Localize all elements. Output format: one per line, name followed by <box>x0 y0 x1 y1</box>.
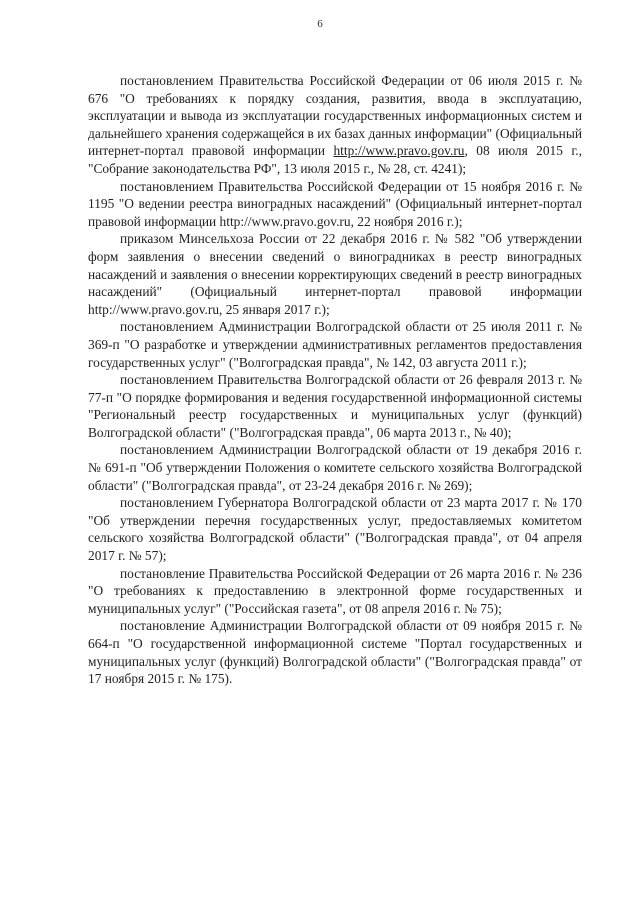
paragraph-text: постановлением Губернатора Волгоградской области от 23 марта 2017 г. № 170 "Об утверждении перечня государственных услуг, предоставляемых комитетом сельского хозяйства Волгоградской области" ("Волгоградская правда", от 04 апреля 2017 г. № 57); <box>88 495 582 564</box>
paragraph-text: постановлением Администрации Волгоградской области от 25 июля 2011 г. № 369-п "О разработке и утверждении административных регламентов предоставления государственных услуг" ("Волгоградская правда", № 142, 03 августа 2011 г.); <box>88 319 582 370</box>
paragraph-text: , 08 июля 2015 г., "Собрание законодательства РФ", 13 июля 2015 г., № 28, ст. 4241); <box>88 143 582 176</box>
paragraph-text: постановлением Правительства Российской Федерации от 06 июля 2015 г. № 676 "О требованиях к порядку создания, развития, ввода в эксплуатацию, эксплуатации и вывода из эксплуатации государственных информационных систем и дальнейшего хранения содержащейся в их базах данных информации" (Официальный интернет-портал правовой информации <box>88 73 582 159</box>
paragraph-text: постановлением Правительства Российской Федерации от 15 ноября 2016 г. № 1195 "О ведении реестра виноградных насаждений" (Официальный интернет-портал правовой информации http://www.pravo.gov.ru, 22 ноября 2016 г.); <box>88 178 582 229</box>
page-number: 6 <box>317 18 323 30</box>
document-body <box>88 72 582 688</box>
paragraph-text: постановлением Администрации Волгоградской области от 19 декабря 2016 г. № 691-п "Об утверждении Положения о комитете сельского хозяйства Волгоградской области" ("Волгоградская правда", от 23-24 декабря 2016 г. № 269); <box>88 442 582 493</box>
paragraph <box>88 318 582 371</box>
paragraph <box>88 617 582 687</box>
paragraph-text: постановление Администрации Волгоградской области от 09 ноября 2015 г. № 664-п "О государственной информационной системе "Портал государственных и муниципальных услуг (функций) Волгоградской области" ("Волгоградская правда" от 17 ноября 2015 г. № 175). <box>88 618 582 687</box>
paragraph <box>88 371 582 441</box>
paragraph <box>88 441 582 494</box>
paragraph <box>88 565 582 618</box>
paragraph-text: постановлением Правительства Волгоградской области от 26 февраля 2013 г. № 77-п "О порядке формирования и ведения государственной информационной системы "Региональный реестр государственных и муниципальных услуг (функций) Волгоградской области" ("Волгоградская правда", 06 марта 2013 г., № 40); <box>88 372 582 440</box>
paragraph <box>88 72 582 178</box>
paragraph-text: приказом Минсельхоза России от 22 декабря 2016 г. № 582 "Об утверждении форм заявления о внесении сведений о виноградниках в реестр виноградных насаждений и заявления о внесении корректирующих сведений в реестр виноградных насаждений" (Официальный интернет-портал правовой информации http://www.pravo.gov.ru, 25 января 2017 г.); <box>88 231 582 317</box>
hyperlink[interactable]: http://www.pravo.gov.ru <box>333 143 465 159</box>
paragraph <box>88 494 582 564</box>
paragraph <box>88 178 582 231</box>
paragraph <box>88 230 582 318</box>
paragraph-text: постановление Правительства Российской Федерации от 26 марта 2016 г. № 236 "О требованиях к предоставлению в электронной форме государственных и муниципальных услуг" ("Российская газета", от 08 апреля 2016 г. № 75); <box>88 565 582 616</box>
